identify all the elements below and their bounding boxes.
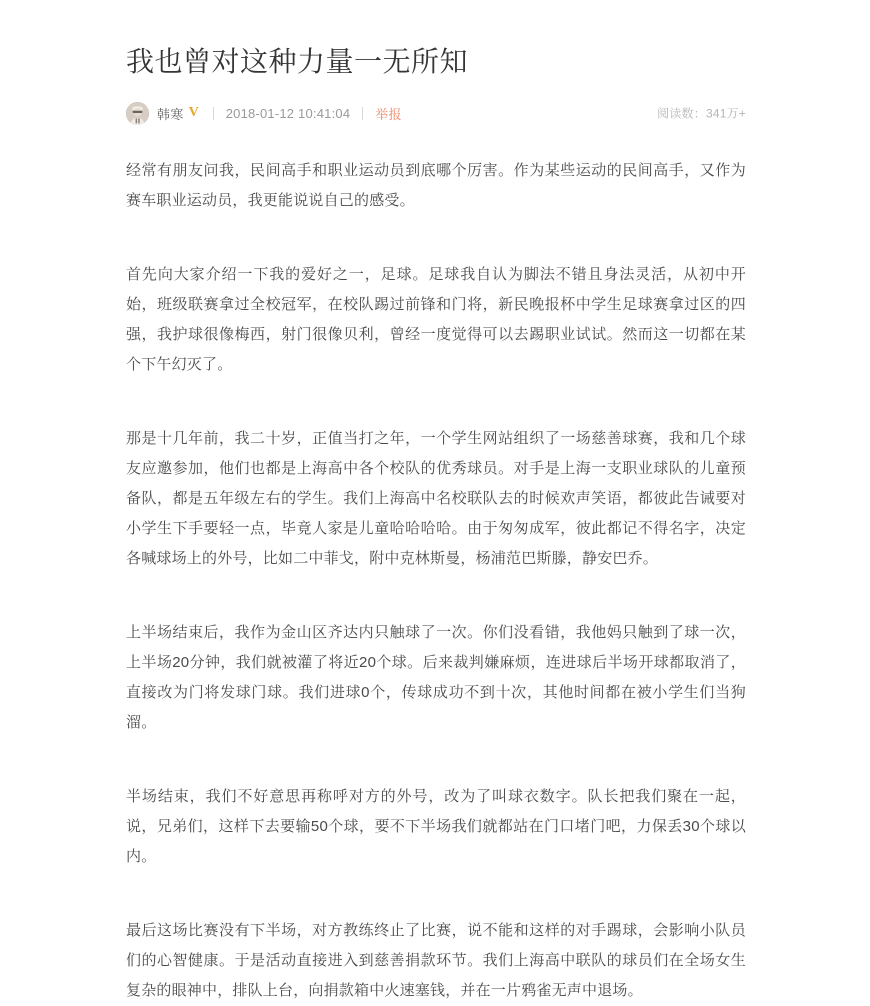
paragraph-block bbox=[126, 260, 746, 380]
meta-divider bbox=[213, 107, 214, 120]
author-info bbox=[126, 100, 402, 126]
paragraph-block bbox=[126, 782, 746, 872]
verified-badge-icon: V bbox=[188, 105, 199, 120]
avatar[interactable] bbox=[126, 102, 149, 125]
read-count: 阅读数：341万+ bbox=[657, 106, 746, 121]
paragraph-block bbox=[126, 424, 746, 574]
paragraph-block bbox=[126, 916, 746, 1006]
article-body bbox=[126, 156, 746, 1006]
paragraph: 首先向大家介绍一下我的爱好之一，足球。足球我自认为脚法不错且身法灵活，从初中开始，班级联赛拿过全校冠军，在校队踢过前锋和门将，新民晚报杯中学生足球赛拿过区的四强，我护球很像梅西，射门很像贝利，曾经一度觉得可以去踢职业试试。然而这一切都在某个下午幻灭了。 bbox=[126, 266, 746, 373]
paragraph: 那是十几年前，我二十岁，正值当打之年，一个学生网站组织了一场慈善球赛，我和几个球友应邀参加，他们也都是上海高中各个校队的优秀球员。对手是上海一支职业球队的儿童预备队，都是五年级左右的学生。我们上海高中名校联队去的时候欢声笑语，都彼此告诫要对小学生下手要轻一点，毕竟人家是儿童哈哈哈哈。由于匆匆成军，彼此都记不得名字，决定各喊球场上的外号，比如二中菲戈，附中克林斯曼，杨浦范巴斯滕，静安巴乔。 bbox=[126, 430, 746, 567]
article-container bbox=[126, 0, 746, 1006]
paragraph-block bbox=[126, 156, 746, 216]
paragraph-block bbox=[126, 618, 746, 738]
article-meta-row bbox=[126, 100, 746, 126]
paragraph: 半场结束，我们不好意思再称呼对方的外号，改为了叫球衣数字。队长把我们聚在一起，说，兄弟们，这样下去要输50个球，要不下半场我们就都站在门口堵门吧，力保丢30个球以内。 bbox=[126, 788, 746, 865]
report-button[interactable]: 举报 bbox=[375, 106, 402, 122]
page-title: 我也曾对这种力量一无所知 bbox=[126, 46, 469, 77]
paragraph: 上半场结束后，我作为金山区齐达内只触球了一次。你们没看错，我他妈只触到了球一次，上半场20分钟，我们就被灌了将近20个球。后来裁判嫌麻烦，连进球后半场开球都取消了，直接改为门将发球门球。我们进球0个，传球成功不到十次，其他时间都在被小学生们当狗溜。 bbox=[126, 624, 746, 731]
paragraph: 经常有朋友问我，民间高手和职业运动员到底哪个厉害。作为某些运动的民间高手，又作为赛车职业运动员，我更能说说自己的感受。 bbox=[126, 162, 746, 209]
author-name[interactable]: 韩寒 bbox=[157, 106, 184, 122]
publish-date: 2018-01-12 10:41:04 bbox=[225, 105, 351, 121]
paragraph: 最后这场比赛没有下半场，对方教练终止了比赛，说不能和这样的对手踢球，会影响小队员们的心智健康。于是活动直接进入到慈善捐款环节。我们上海高中联队的球员们在全场女生复杂的眼神中，排队上台，向捐款箱中火速塞钱，并在一片鸦雀无声中退场。 bbox=[126, 922, 746, 999]
meta-divider bbox=[362, 107, 363, 120]
